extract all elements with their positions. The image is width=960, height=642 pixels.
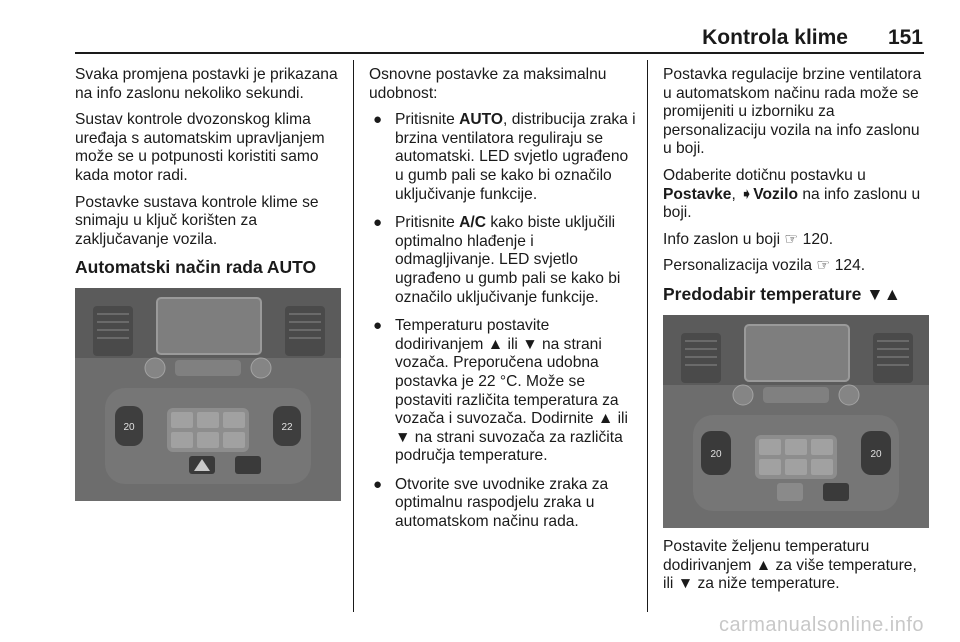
vozilo-keyword: Vozilo	[753, 185, 798, 203]
paragraph: Postavka regulacije brzine ventilatora u automatskom načinu rada može se promijeniti u izborniku za personalizaciju vozila na info zaslonu u boji.	[663, 66, 922, 158]
section-heading-auto: Automatski način rada AUTO	[75, 257, 317, 278]
auto-keyword: AUTO	[459, 111, 504, 129]
paragraph: Osnovne postavke za maksimalnu udobnost:	[369, 66, 607, 102]
page-title: Kontrola klime	[702, 26, 848, 49]
list-item: ● Pritisnite AUTO, distribucija zraka i brzina ventilatora reguliraju se automatski. LED svjetlo ugrađeno u gumb pali se kako bi označilo uključivanje funkcije.	[373, 111, 636, 203]
section-heading-temperature: Predodabir temperature ▼▲	[663, 283, 901, 304]
cross-reference: Info zaslon u boji ☞ 120.	[663, 230, 834, 248]
list-item: ● Otvorite sve uvodnike zraka za optimalnu raspodjelu zraka u automatskom načinu rada.	[373, 475, 609, 531]
left-temp-knob-label: 20	[123, 422, 135, 434]
column-1	[75, 66, 341, 501]
paragraph: Postavite željenu temperaturu dodirivanjem ▲ za više temperature, ili ▼ za niže temperature.	[663, 537, 917, 593]
bullet-icon: ●	[373, 317, 383, 335]
climate-panel-illustration-auto	[75, 288, 341, 501]
climate-panel-illustration-temperature	[663, 315, 929, 528]
bullet-list	[369, 111, 636, 531]
paragraph: Odaberite dotičnu postavku u Postavke, ➧Vozilo na info zaslonu u boji.	[663, 166, 921, 222]
bullet-icon: ●	[373, 214, 383, 232]
column-divider-1	[353, 60, 354, 612]
bullet-icon: ●	[373, 111, 383, 129]
column-3	[663, 66, 931, 602]
left-temp-knob-label: 20	[710, 448, 722, 460]
right-temp-knob-label: 20	[870, 448, 882, 460]
column-divider-2	[647, 60, 648, 612]
paragraph: Sustav kontrole dvozonskog klima uređaja s automatskim upravljanjem može se u potpunosti koristiti samo kada motor radi.	[75, 111, 325, 184]
column-2	[369, 66, 636, 542]
header-divider	[75, 52, 924, 54]
ac-keyword: A/C	[459, 214, 486, 232]
paragraph: Postavke sustava kontrole klime se snimaju u ključ korišten za zaključavanje vozila.	[75, 193, 319, 248]
page-header	[0, 0, 960, 54]
bullet-icon: ●	[373, 475, 383, 493]
postavke-keyword: Postavke	[663, 185, 732, 203]
list-item: ● Temperaturu postavite dodirivanjem ▲ ili ▼ na strani vozača. Preporučena udobna postavka je 22 °C. Može se postaviti različita temperatura za vozača i suvozača. Dodirnite ▲ ili ▼ na strani suvozača za različita područja temperature.	[373, 317, 628, 465]
right-temp-knob-label: 22	[281, 422, 293, 434]
cross-reference: Personalizacija vozila ☞ 124.	[663, 257, 866, 275]
page-number: 151	[887, 26, 923, 49]
paragraph: Svaka promjena postavki je prikazana na info zaslonu nekoliko sekundi.	[75, 66, 338, 102]
watermark: carmanualsonline.info	[718, 614, 924, 636]
list-item: ● Pritisnite A/C kako biste uključili optimalno hlađenje i odmagljivanje. LED svjetlo ugrađeno u gumb pali se kako bi označilo uključivanje funkcije.	[373, 214, 621, 306]
